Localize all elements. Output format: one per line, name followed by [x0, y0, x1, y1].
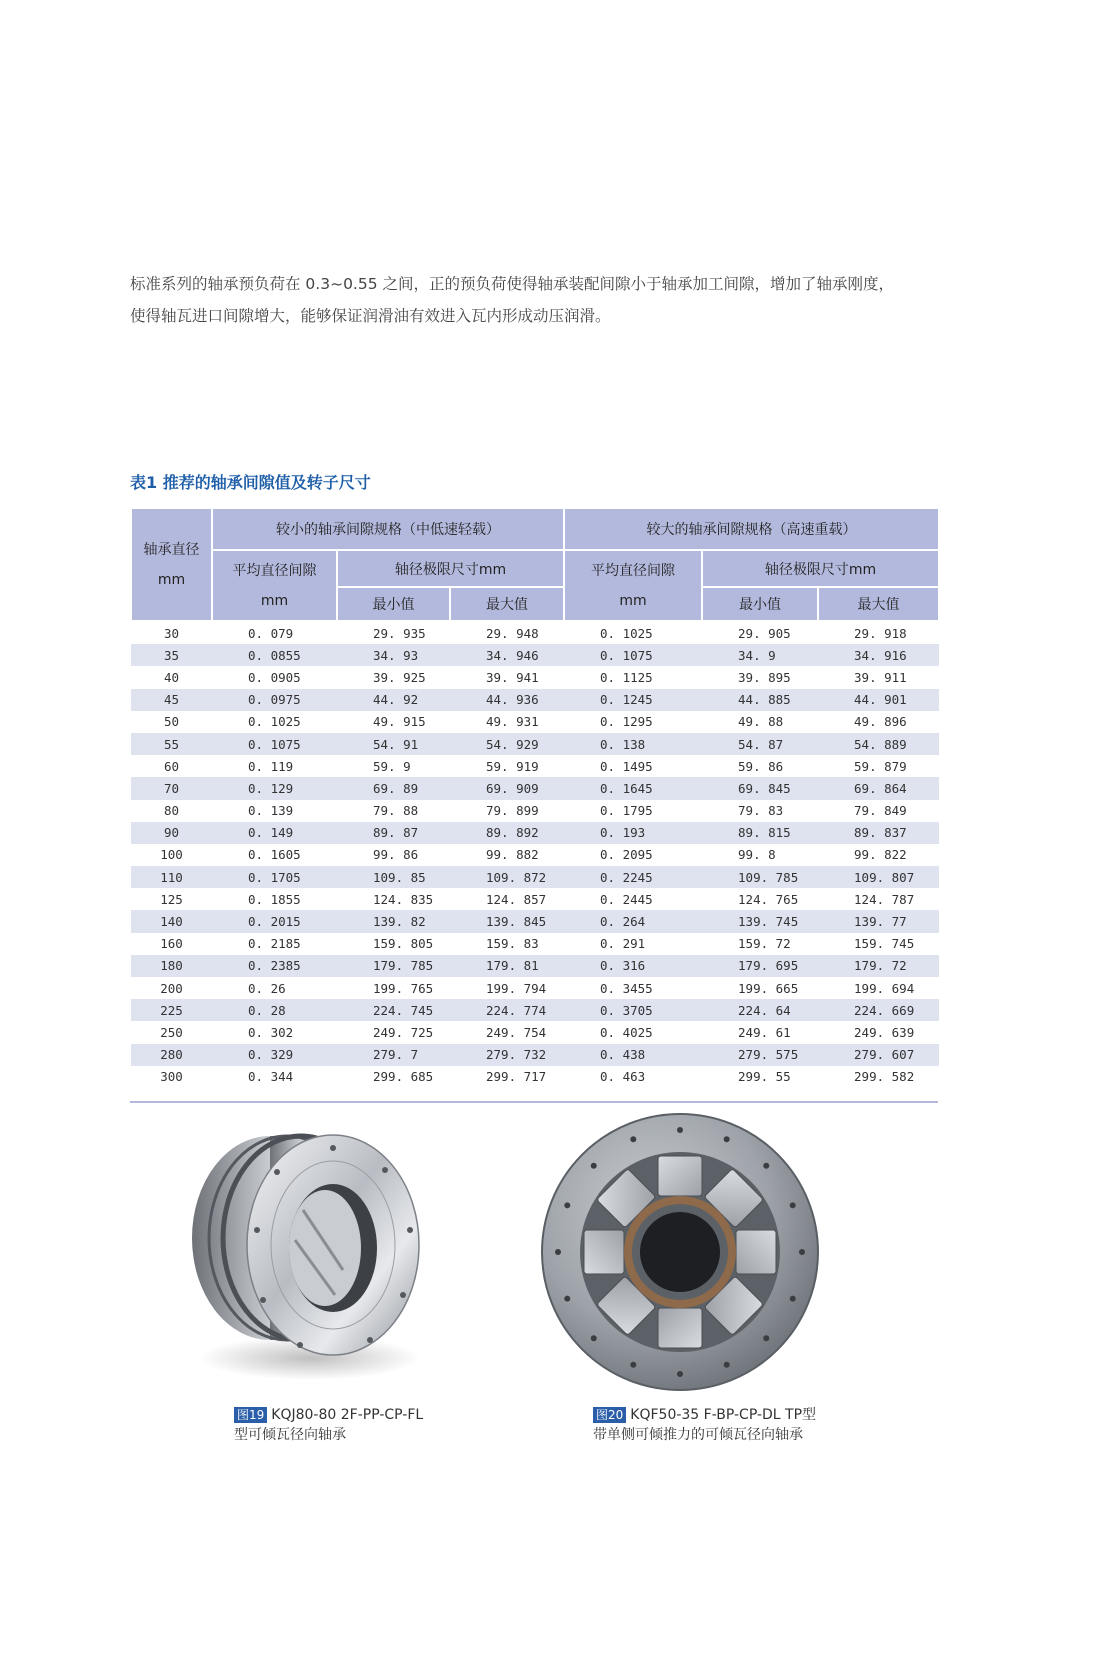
- table-cell: 199. 765: [337, 977, 450, 999]
- table-cell: 0. 264: [564, 910, 702, 932]
- table-cell: 0. 291: [564, 933, 702, 955]
- table-cell: 70: [131, 777, 212, 799]
- table-cell: 0. 463: [564, 1066, 702, 1088]
- table-cell: 249. 639: [818, 1021, 939, 1043]
- table-cell: 0. 3705: [564, 999, 702, 1021]
- figure-19-description: 型可倾瓦径向轴承: [234, 1427, 346, 1443]
- table-cell: 99. 86: [337, 844, 450, 866]
- table-cell: 0. 079: [212, 621, 337, 644]
- table-cell: 0. 0975: [212, 689, 337, 711]
- table-row: [131, 800, 939, 822]
- table-cell: 0. 26: [212, 977, 337, 999]
- table-cell: 279. 607: [818, 1044, 939, 1066]
- table-cell: 280: [131, 1044, 212, 1066]
- table-cell: 0. 316: [564, 955, 702, 977]
- table-row: [131, 644, 939, 666]
- table-row: [131, 666, 939, 688]
- table-cell: 0. 1245: [564, 689, 702, 711]
- header-avg-gap-small: [212, 550, 337, 621]
- thrust-pad: [736, 1230, 776, 1274]
- table-cell: 224. 774: [450, 999, 564, 1021]
- table-cell: 0. 4025: [564, 1021, 702, 1043]
- table-cell: 0. 28: [212, 999, 337, 1021]
- table-title: 表1 推荐的轴承间隙值及转子尺寸: [130, 473, 371, 492]
- table-row: [131, 822, 939, 844]
- bolt-hole: [790, 1296, 796, 1302]
- table-cell: 124. 787: [818, 888, 939, 910]
- header-avg-gap-small-unit: mm: [260, 592, 289, 609]
- table-row: [131, 1044, 939, 1066]
- table-cell: 40: [131, 666, 212, 688]
- table-cell: 224. 745: [337, 999, 450, 1021]
- table-row: [131, 711, 939, 733]
- figure-20-caption-line-1: [593, 1405, 816, 1425]
- table-cell: 179. 81: [450, 955, 564, 977]
- table-cell: 0. 1605: [212, 844, 337, 866]
- table-cell: 139. 845: [450, 910, 564, 932]
- intro-paragraph: [130, 268, 950, 332]
- table-cell: 0. 1025: [212, 711, 337, 733]
- table-cell: 0. 302: [212, 1021, 337, 1043]
- table-cell: 109. 807: [818, 866, 939, 888]
- bolt-hole: [763, 1163, 769, 1169]
- header-max-small: 最大值: [450, 587, 564, 621]
- table-cell: 69. 845: [702, 777, 818, 799]
- table-cell: 29. 935: [337, 621, 450, 644]
- table-row: [131, 955, 939, 977]
- bolt-hole: [630, 1136, 636, 1142]
- table-cell: 0. 1645: [564, 777, 702, 799]
- table-cell: 59. 9: [337, 755, 450, 777]
- table-cell: 99. 822: [818, 844, 939, 866]
- table-row: [131, 621, 939, 644]
- table-cell: 0. 1705: [212, 866, 337, 888]
- intro-line-1: 标准系列的轴承预负荷在 0.3~0.55 之间，正的预负荷使得轴承装配间隙小于轴承加工间隙，增加了轴承刚度，: [130, 275, 895, 293]
- table-cell: 139. 77: [818, 910, 939, 932]
- table-cell: 0. 1025: [564, 621, 702, 644]
- table-cell: 89. 892: [450, 822, 564, 844]
- table-cell: 80: [131, 800, 212, 822]
- table-row: [131, 689, 939, 711]
- figure-19-caption: [234, 1405, 423, 1445]
- table-cell: 159. 805: [337, 933, 450, 955]
- table-cell: 89. 87: [337, 822, 450, 844]
- figure-19-badge: 图19: [234, 1407, 267, 1423]
- header-diameter-unit: mm: [157, 571, 186, 588]
- bolt-hole: [677, 1371, 683, 1377]
- table-row: [131, 777, 939, 799]
- table-cell: 59. 86: [702, 755, 818, 777]
- header-min-small: 最小值: [337, 587, 450, 621]
- table-cell: 299. 55: [702, 1066, 818, 1088]
- table-cell: 99. 8: [702, 844, 818, 866]
- table-cell: 39. 911: [818, 666, 939, 688]
- header-avg-gap-small-label: 平均直径间隙: [232, 562, 317, 579]
- table-cell: 279. 732: [450, 1044, 564, 1066]
- table-cell: 109. 785: [702, 866, 818, 888]
- table-cell: 59. 919: [450, 755, 564, 777]
- table-cell: 0. 1295: [564, 711, 702, 733]
- table-cell: 250: [131, 1021, 212, 1043]
- table-cell: 0. 0905: [212, 666, 337, 688]
- table-cell: 44. 901: [818, 689, 939, 711]
- table-cell: 0. 193: [564, 822, 702, 844]
- table-cell: 0. 138: [564, 733, 702, 755]
- table-cell: 179. 785: [337, 955, 450, 977]
- table-cell: 140: [131, 910, 212, 932]
- intro-line-2: 使得轴瓦进口间隙增大，能够保证润滑油有效进入瓦内形成动压润滑。: [130, 307, 611, 325]
- thrust-pad: [658, 1156, 702, 1196]
- table-cell: 44. 885: [702, 689, 818, 711]
- table-row: [131, 999, 939, 1021]
- table-cell: 100: [131, 844, 212, 866]
- table-cell: 49. 88: [702, 711, 818, 733]
- table-cell: 299. 685: [337, 1066, 450, 1088]
- table-cell: 34. 9: [702, 644, 818, 666]
- table-cell: 69. 89: [337, 777, 450, 799]
- table-cell: 49. 915: [337, 711, 450, 733]
- table-cell: 50: [131, 711, 212, 733]
- header-group-large: 较大的轴承间隙规格（高速重载）: [564, 508, 939, 550]
- table-row: [131, 844, 939, 866]
- table-cell: 249. 725: [337, 1021, 450, 1043]
- figure-20-model: KQF50-35 F-BP-CP-DL TP型: [630, 1407, 817, 1423]
- table-cell: 0. 2385: [212, 955, 337, 977]
- figure-20-badge: 图20: [593, 1407, 626, 1423]
- table-row: [131, 866, 939, 888]
- table-cell: 60: [131, 755, 212, 777]
- table-cell: 39. 895: [702, 666, 818, 688]
- table-cell: 54. 889: [818, 733, 939, 755]
- table-cell: 30: [131, 621, 212, 644]
- table-cell: 54. 87: [702, 733, 818, 755]
- bearing-photo-kqj80: [175, 1120, 430, 1385]
- table-cell: 139. 745: [702, 910, 818, 932]
- table-cell: 109. 85: [337, 866, 450, 888]
- header-shaft-limit-large: 轴径极限尺寸mm: [702, 550, 939, 587]
- table-cell: 249. 61: [702, 1021, 818, 1043]
- bolt-hole: [790, 1202, 796, 1208]
- table-cell: 160: [131, 933, 212, 955]
- table-row: [131, 933, 939, 955]
- table-cell: 35: [131, 644, 212, 666]
- table-cell: 0. 344: [212, 1066, 337, 1088]
- table-cell: 0. 3455: [564, 977, 702, 999]
- table-cell: 0. 2245: [564, 866, 702, 888]
- table-cell: 90: [131, 822, 212, 844]
- table-cell: 34. 916: [818, 644, 939, 666]
- table-cell: 69. 909: [450, 777, 564, 799]
- table-cell: 249. 754: [450, 1021, 564, 1043]
- bolt-hole: [564, 1296, 570, 1302]
- figure-19-model: KQJ80-80 2F-PP-CP-FL: [271, 1407, 424, 1423]
- table-cell: 299. 717: [450, 1066, 564, 1088]
- bolt-hole: [724, 1362, 730, 1368]
- table-cell: 29. 905: [702, 621, 818, 644]
- header-avg-gap-large-unit: mm: [619, 592, 647, 609]
- table-cell: 159. 745: [818, 933, 939, 955]
- table-cell: 199. 794: [450, 977, 564, 999]
- bolt-hole: [591, 1335, 597, 1341]
- table-cell: 54. 929: [450, 733, 564, 755]
- table-row: [131, 1021, 939, 1043]
- table-cell: 124. 765: [702, 888, 818, 910]
- table-cell: 34. 946: [450, 644, 564, 666]
- table-row: [131, 910, 939, 932]
- table-cell: 39. 925: [337, 666, 450, 688]
- bearing-clearance-table: [130, 507, 940, 1088]
- table-cell: 125: [131, 888, 212, 910]
- header-diameter-label: 轴承直径: [143, 541, 200, 558]
- table-cell: 279. 575: [702, 1044, 818, 1066]
- table-bottom-rule: [130, 1101, 938, 1103]
- header-group-small: 较小的轴承间隙规格（中低速轻载）: [212, 508, 564, 550]
- table-row: [131, 977, 939, 999]
- table-cell: 225: [131, 999, 212, 1021]
- header-avg-gap-large-label: 平均直径间隙: [591, 562, 676, 579]
- header-shaft-limit-small: 轴径极限尺寸mm: [337, 550, 564, 587]
- table-cell: 0. 438: [564, 1044, 702, 1066]
- table-cell: 179. 72: [818, 955, 939, 977]
- table-cell: 55: [131, 733, 212, 755]
- table-cell: 49. 896: [818, 711, 939, 733]
- header-max-large: 最大值: [818, 587, 939, 621]
- table-cell: 110: [131, 866, 212, 888]
- table-cell: 34. 93: [337, 644, 450, 666]
- table-cell: 79. 88: [337, 800, 450, 822]
- header-diameter: [131, 508, 212, 621]
- table-cell: 0. 2185: [212, 933, 337, 955]
- bolt-hole: [630, 1362, 636, 1368]
- table-cell: 54. 91: [337, 733, 450, 755]
- table-cell: 279. 7: [337, 1044, 450, 1066]
- table-cell: 69. 864: [818, 777, 939, 799]
- table-cell: 0. 1075: [212, 733, 337, 755]
- bolt-hole: [799, 1249, 805, 1255]
- table-cell: 0. 139: [212, 800, 337, 822]
- table-cell: 89. 837: [818, 822, 939, 844]
- table-cell: 0. 0855: [212, 644, 337, 666]
- thrust-pad: [658, 1308, 702, 1348]
- table-cell: 200: [131, 977, 212, 999]
- table-cell: 0. 1125: [564, 666, 702, 688]
- table-cell: 79. 849: [818, 800, 939, 822]
- table-cell: 29. 948: [450, 621, 564, 644]
- bearing-photo-kqf50: [538, 1110, 823, 1395]
- table-cell: 299. 582: [818, 1066, 939, 1088]
- table-cell: 79. 899: [450, 800, 564, 822]
- table-cell: 89. 815: [702, 822, 818, 844]
- figure-20-caption: [593, 1405, 816, 1445]
- header-min-large: 最小值: [702, 587, 818, 621]
- table-cell: 0. 119: [212, 755, 337, 777]
- table-row: [131, 888, 939, 910]
- table-cell: 300: [131, 1066, 212, 1088]
- table-cell: 0. 2445: [564, 888, 702, 910]
- table-cell: 44. 92: [337, 689, 450, 711]
- table-cell: 44. 936: [450, 689, 564, 711]
- thrust-pad: [584, 1230, 624, 1274]
- table-cell: 224. 669: [818, 999, 939, 1021]
- table-cell: 0. 1495: [564, 755, 702, 777]
- header-avg-gap-large: [564, 550, 702, 621]
- bolt-hole: [564, 1202, 570, 1208]
- table-cell: 124. 835: [337, 888, 450, 910]
- table-cell: 0. 2095: [564, 844, 702, 866]
- table-cell: 99. 882: [450, 844, 564, 866]
- table-cell: 39. 941: [450, 666, 564, 688]
- table-cell: 59. 879: [818, 755, 939, 777]
- table-cell: 29. 918: [818, 621, 939, 644]
- table-cell: 0. 2015: [212, 910, 337, 932]
- figure-19-caption-line-1: [234, 1405, 423, 1425]
- table-cell: 49. 931: [450, 711, 564, 733]
- table-cell: 224. 64: [702, 999, 818, 1021]
- table-cell: 45: [131, 689, 212, 711]
- table-cell: 0. 129: [212, 777, 337, 799]
- table-cell: 0. 1075: [564, 644, 702, 666]
- figure-20-description: 带单侧可倾推力的可倾瓦径向轴承: [593, 1427, 803, 1443]
- table-cell: 0. 329: [212, 1044, 337, 1066]
- table-cell: 199. 665: [702, 977, 818, 999]
- table-cell: 139. 82: [337, 910, 450, 932]
- table-row: [131, 755, 939, 777]
- table-cell: 159. 72: [702, 933, 818, 955]
- bolt-hole: [677, 1127, 683, 1133]
- table-cell: 109. 872: [450, 866, 564, 888]
- bolt-hole: [763, 1335, 769, 1341]
- table-row: [131, 1066, 939, 1088]
- bolt-hole: [724, 1136, 730, 1142]
- table-cell: 0. 1795: [564, 800, 702, 822]
- table-row: [131, 733, 939, 755]
- table-cell: 0. 149: [212, 822, 337, 844]
- bolt-hole: [555, 1249, 561, 1255]
- table-cell: 79. 83: [702, 800, 818, 822]
- table-cell: 0. 1855: [212, 888, 337, 910]
- table-cell: 179. 695: [702, 955, 818, 977]
- table-cell: 199. 694: [818, 977, 939, 999]
- bolt-hole: [591, 1163, 597, 1169]
- table-body: [131, 621, 939, 1088]
- table-cell: 124. 857: [450, 888, 564, 910]
- table-cell: 180: [131, 955, 212, 977]
- table-cell: 159. 83: [450, 933, 564, 955]
